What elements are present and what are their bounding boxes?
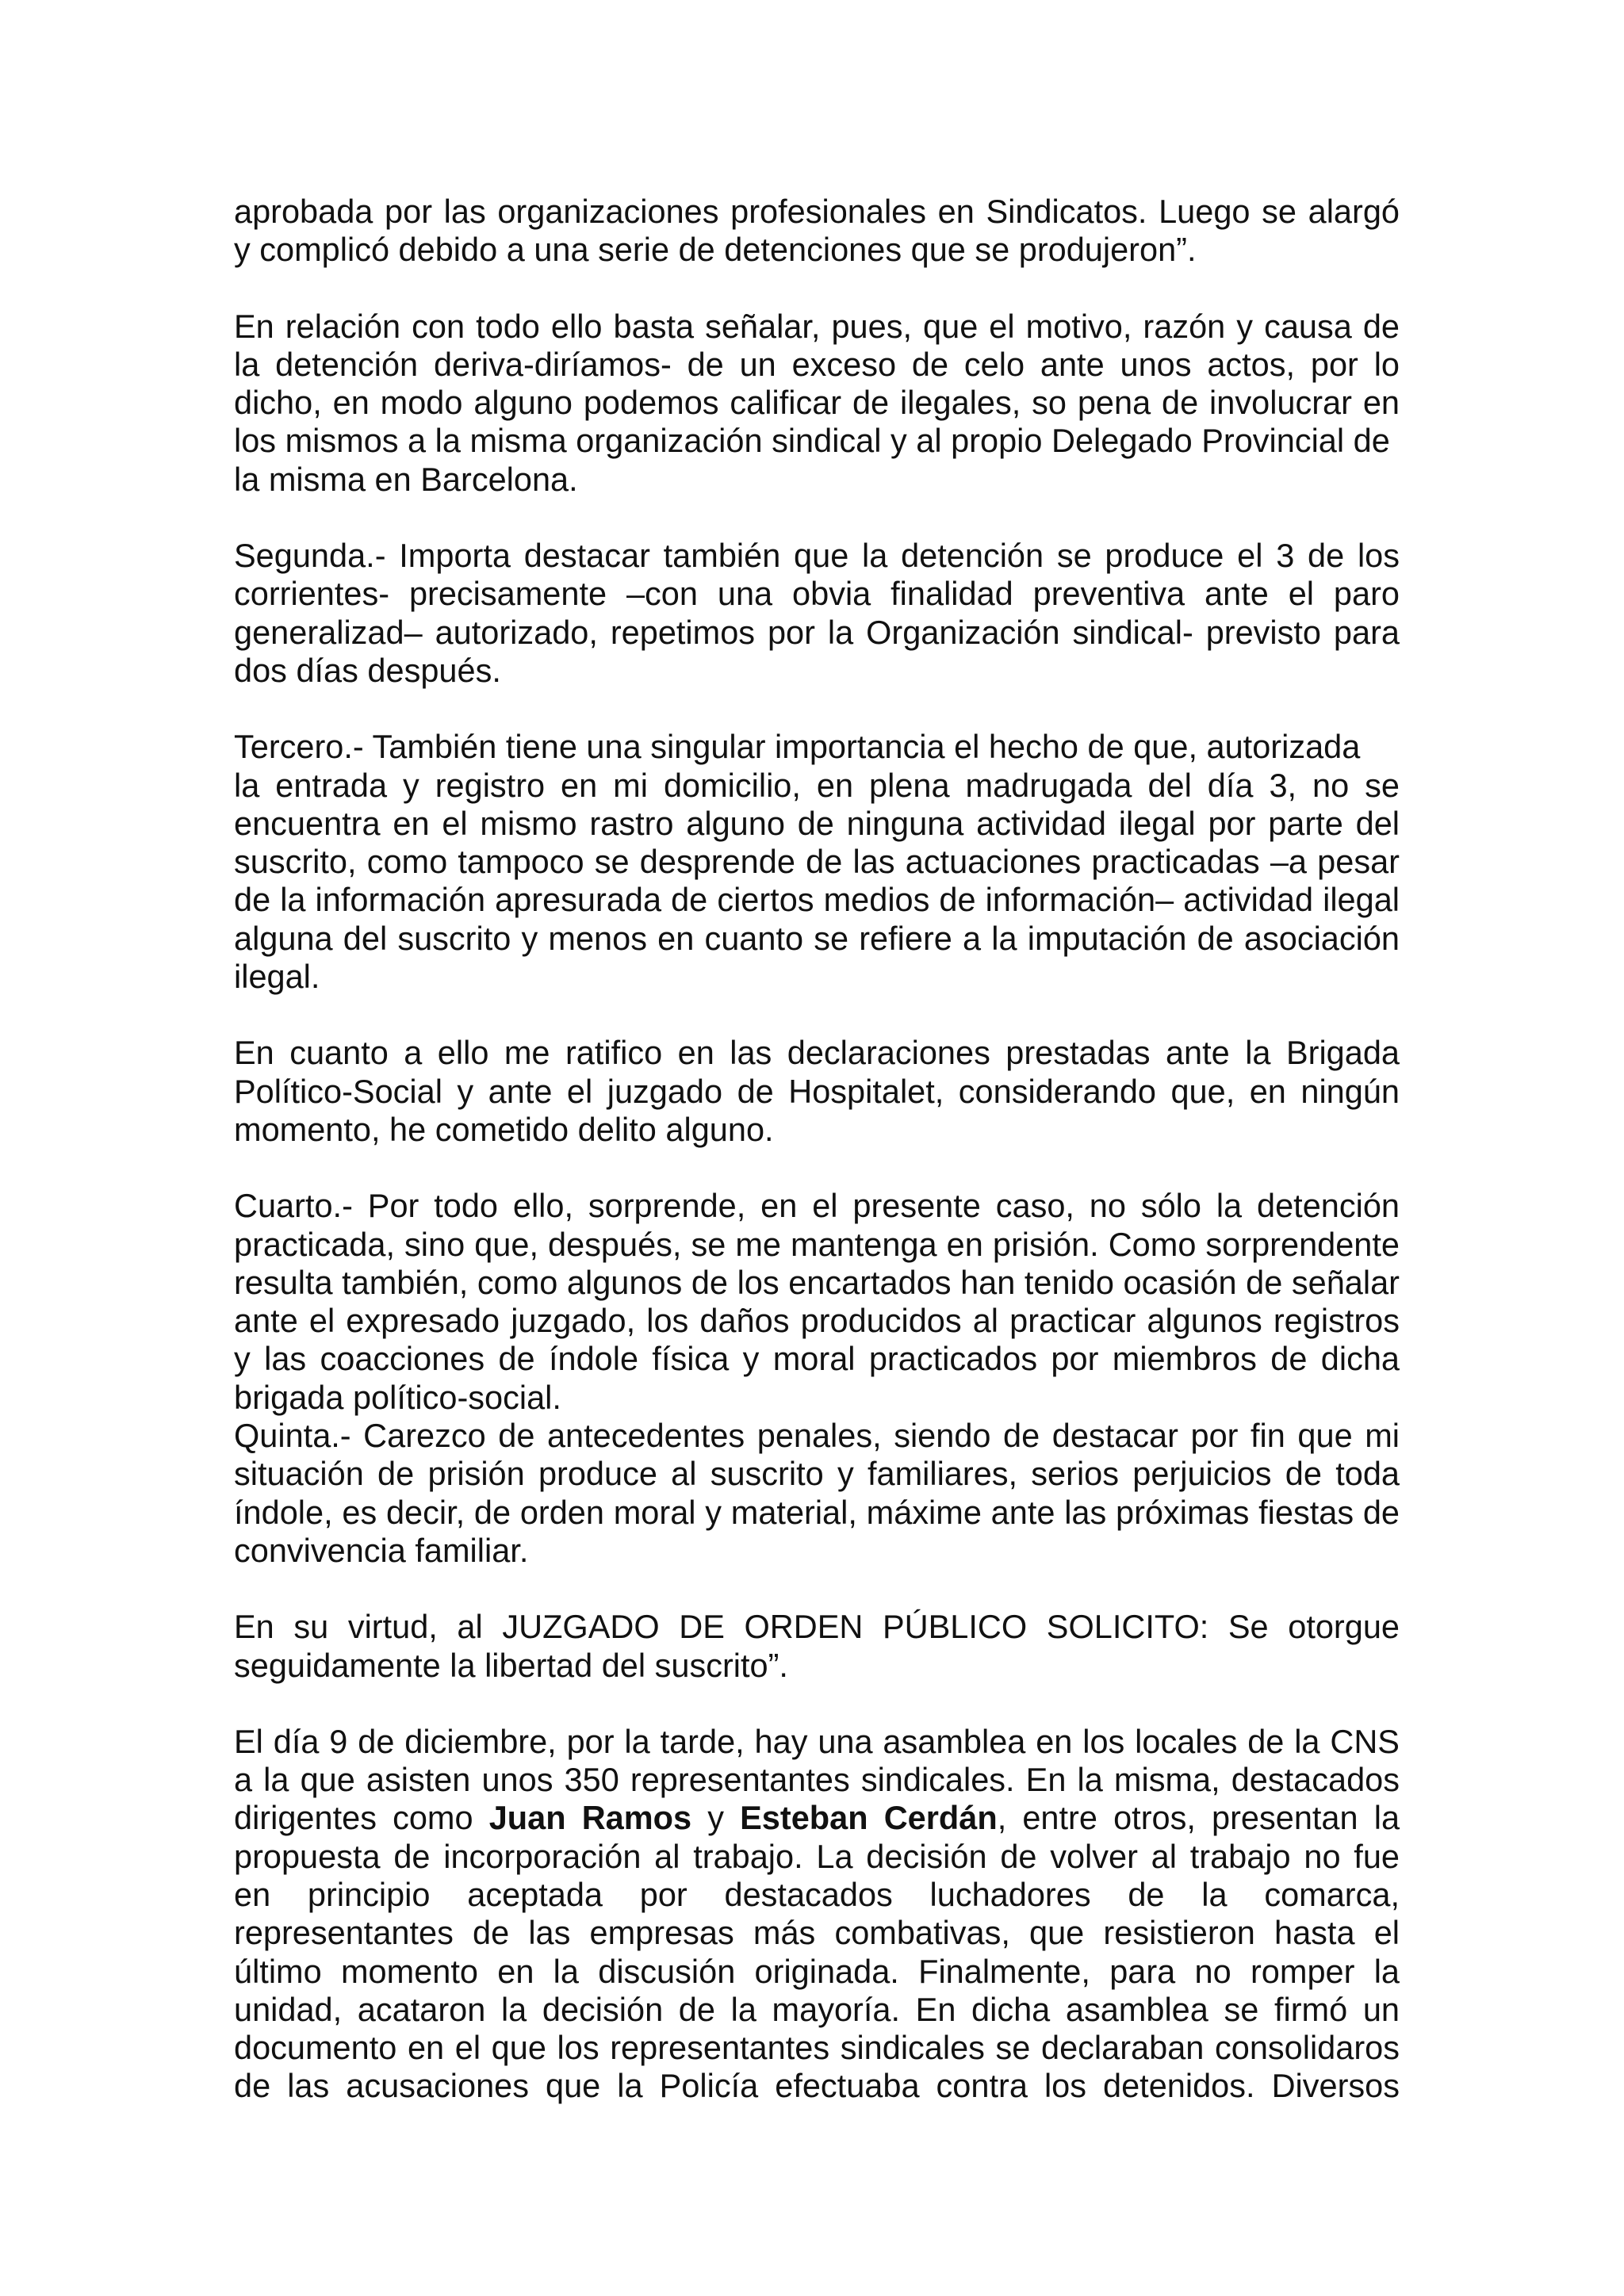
paragraph-intro	[234, 193, 1400, 270]
text-segment: y	[691, 1799, 741, 1837]
text-line: En relación con todo ello basta señalar, pues, que el motivo, razón y causa de	[234, 307, 1400, 345]
text-line: propuesta de incorporación al trabajo. La decisión de volver al trabajo no fue	[234, 1837, 1400, 1875]
text-line: situación de prisión produce al suscrito y familiares, serios perjuicios de toda	[234, 1455, 1400, 1493]
text-line: Segunda.- Importa destacar también que la detención se produce el 3 de los	[234, 537, 1400, 575]
text-line: Cuarto.- Por todo ello, sorprende, en el presente caso, no sólo la detención	[234, 1187, 1400, 1225]
document-page	[234, 193, 1400, 2106]
text-segment: dirigentes como	[234, 1799, 489, 1837]
text-line: la misma en Barcelona.	[234, 460, 578, 498]
text-line: la detención deriva-diríamos- de un exceso de celo ante unos actos, por lo	[234, 345, 1400, 383]
text-line: Tercero.- También tiene una singular importancia el hecho de que, autorizada	[234, 728, 1361, 766]
paragraph-segunda	[234, 537, 1400, 690]
person-name: Esteban Cerdán	[740, 1799, 998, 1837]
text-line: suscrito, como tampoco se desprende de las actuaciones practicadas –a pesar	[234, 843, 1400, 881]
text-line: convivencia familiar.	[234, 1531, 529, 1569]
text-line: documento en el que los representantes sindicales se declaraban consolidaros	[234, 2029, 1400, 2067]
text-line: ante el expresado juzgado, los daños producidos al practicar algunos registros	[234, 1302, 1400, 1340]
text-line: dicho, en modo alguno podemos calificar de ilegales, so pena de involucrar en	[234, 384, 1400, 422]
text-line-with-names	[234, 1799, 1400, 1837]
text-line: ilegal.	[234, 958, 320, 996]
text-line: representantes de las empresas más combativas, que resistieron hasta el	[234, 1914, 1400, 1952]
text-segment: , entre otros, presentan la	[997, 1799, 1400, 1837]
paragraph-relacion	[234, 308, 1400, 499]
text-line: generalizad– autorizado, repetimos por la Organización sindical- previsto para	[234, 613, 1400, 651]
text-line: brigada político-social.	[234, 1378, 561, 1416]
text-line: momento, he cometido delito alguno.	[234, 1110, 774, 1148]
text-line: y complicó debido a una serie de detenciones que se produjeron”.	[234, 231, 1197, 269]
text-line: alguna del suscrito y menos en cuanto se refiere a la imputación de asociación	[234, 919, 1400, 957]
text-line: aprobada por las organizaciones profesionales en Sindicatos. Luego se alargó	[234, 193, 1400, 230]
text-line: unidad, acataron la decisión de la mayoría. En dicha asamblea se firmó un	[234, 1990, 1400, 2028]
text-line: último momento en la discusión originada. Finalmente, para no romper la	[234, 1952, 1400, 1990]
text-line: índole, es decir, de orden moral y material, máxime ante las próximas fiestas de	[234, 1493, 1400, 1531]
text-line: y las coacciones de índole física y moral practicados por miembros de dicha	[234, 1340, 1400, 1378]
text-line: de las acusaciones que la Policía efectuaba contra los detenidos. Diversos	[234, 2067, 1400, 2105]
text-line: practicada, sino que, después, se me mantenga en prisión. Como sorprendente	[234, 1225, 1400, 1263]
paragraph-cuarto	[234, 1187, 1400, 1417]
text-line: Quinta.- Carezco de antecedentes penales, siendo de destacar por fin que mi	[234, 1417, 1400, 1455]
text-line: a la que asisten unos 350 representantes sindicales. En la misma, destacados	[234, 1761, 1400, 1799]
text-line: los mismos a la misma organización sindical y al propio Delegado Provincial de	[234, 422, 1390, 460]
person-name: Juan Ramos	[488, 1799, 692, 1837]
text-line: En cuanto a ello me ratifico en las declaraciones prestadas ante la Brigada	[234, 1034, 1400, 1072]
text-line: en principio aceptada por destacados luchadores de la comarca,	[234, 1875, 1400, 1913]
text-line: En su virtud, al JUZGADO DE ORDEN PÚBLICO SOLICITO: Se otorgue	[234, 1608, 1400, 1646]
text-line: de la información apresurada de ciertos medios de información– actividad ilegal	[234, 881, 1400, 919]
paragraph-solicito	[234, 1608, 1400, 1685]
text-line: resulta también, como algunos de los encartados han tenido ocasión de señalar	[234, 1263, 1400, 1301]
paragraph-tercero	[234, 728, 1400, 996]
text-line: dos días después.	[234, 651, 501, 689]
paragraph-quinta	[234, 1417, 1400, 1570]
text-line: la entrada y registro en mi domicilio, en plena madrugada del día 3, no se	[234, 766, 1400, 804]
text-line: El día 9 de diciembre, por la tarde, hay una asamblea en los locales de la CNS	[234, 1722, 1400, 1760]
paragraph-asamblea	[234, 1723, 1400, 2106]
text-line: Político-Social y ante el juzgado de Hospitalet, considerando que, en ningún	[234, 1072, 1400, 1110]
text-line: corrientes- precisamente –con una obvia finalidad preventiva ante el paro	[234, 575, 1400, 613]
text-line: encuentra en el mismo rastro alguno de ninguna actividad ilegal por parte del	[234, 804, 1400, 842]
text-line: seguidamente la libertad del suscrito”.	[234, 1646, 788, 1684]
paragraph-ratifico	[234, 1034, 1400, 1149]
